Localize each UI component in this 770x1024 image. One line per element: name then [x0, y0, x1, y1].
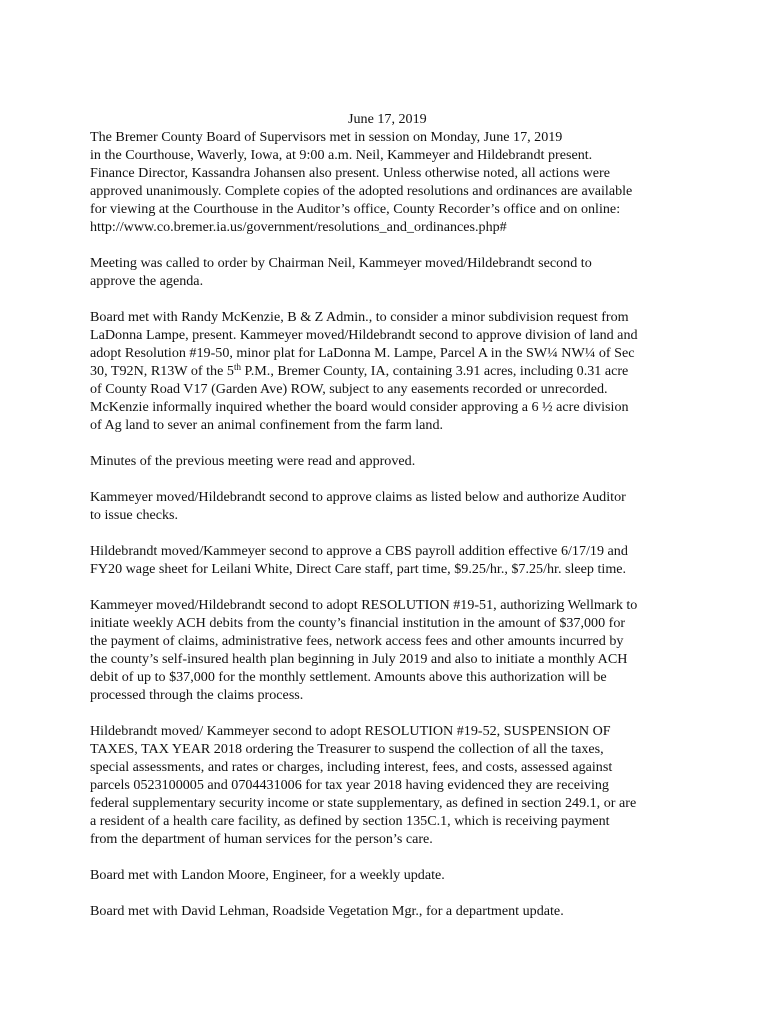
paragraph-line: special assessments, and rates or charges, including interest, fees, and costs, assessed against [90, 759, 613, 775]
paragraph-line: the county’s self-insured health plan beginning in July 2019 and also to initiate a monthly ACH [90, 651, 628, 667]
paragraph-line: of County Road V17 (Garden Ave) ROW, subject to any easements recorded or unrecorded. [90, 381, 608, 397]
subdivision-paragraph [90, 308, 690, 434]
intro-line: in the Courthouse, Waverly, Iowa, at 9:00 a.m. Neil, Kammeyer and Hildebrandt present. [90, 147, 593, 163]
intro-line: for viewing at the Courthouse in the Auditor’s office, County Recorder’s office and on online: [90, 201, 621, 217]
paragraph-line: the payment of claims, administrative fees, network access fees and other amounts incurred by [90, 633, 624, 649]
paragraph-line: LaDonna Lampe, present. Kammeyer moved/Hildebrandt second to approve division of land and [90, 327, 638, 343]
paragraph-line: Kammeyer moved/Hildebrandt second to approve claims as listed below and authorize Auditor [90, 489, 626, 505]
paragraph-line: federal supplementary security income or state supplementary, as defined in section 249.1, or are [90, 795, 637, 811]
paragraph-line: P.M., Bremer County, IA, containing 3.91 acres, including 0.31 acre [240, 363, 629, 379]
paragraph-line: adopt Resolution #19-50, minor plat for LaDonna M. Lampe, Parcel A in the SW¼ NW¼ of Sec [90, 345, 635, 361]
paragraph-line: initiate weekly ACH debits from the county’s financial institution in the amount of $37,000 for [90, 615, 626, 631]
paragraph-line: Board met with Landon Moore, Engineer, for a weekly update. [90, 867, 445, 883]
paragraph-line: parcels 0523100005 and 0704431006 for tax year 2018 having evidenced they are receiving [90, 777, 609, 793]
minutes-paragraph [90, 452, 690, 470]
paragraph-line: debit of up to $37,000 for the monthly settlement. Amounts above this authorization will be [90, 669, 607, 685]
paragraph-line: approve the agenda. [90, 273, 204, 289]
ordinal-suffix: th [233, 362, 241, 372]
intro-line: Finance Director, Kassandra Johansen also present. Unless otherwise noted, all actions were [90, 165, 610, 181]
paragraph-line: McKenzie informally inquired whether the board would consider approving a 6 ½ acre division [90, 399, 629, 415]
wellmark-resolution-paragraph [90, 596, 690, 704]
paragraph-line: a resident of a health care facility, as defined by section 135C.1, which is receiving payment [90, 813, 610, 829]
paragraph-line: of Ag land to sever an animal confinement from the farm land. [90, 417, 444, 433]
paragraph-line: Board met with Randy McKenzie, B & Z Admin., to consider a minor subdivision request from [90, 309, 629, 325]
paragraph-line: TAXES, TAX YEAR 2018 ordering the Treasurer to suspend the collection of all the taxes, [90, 741, 604, 757]
meeting-date: June 17, 2019 [348, 111, 427, 127]
document-page [90, 110, 690, 938]
paragraph-line: Board met with David Lehman, Roadside Vegetation Mgr., for a department update. [90, 903, 564, 919]
claims-paragraph [90, 488, 690, 524]
paragraph-line: FY20 wage sheet for Leilani White, Direct Care staff, part time, $9.25/hr., $7.25/hr. sleep time. [90, 561, 627, 577]
paragraph-line: Meeting was called to order by Chairman Neil, Kammeyer moved/Hildebrandt second to [90, 255, 592, 271]
paragraph-line: 30, T92N, R13W of the 5 [90, 363, 234, 379]
roadside-paragraph [90, 902, 690, 920]
intro-line: approved unanimously. Complete copies of the adopted resolutions and ordinances are available [90, 183, 633, 199]
intro-paragraph [90, 128, 690, 236]
paragraph-line: from the department of human services for the person’s care. [90, 831, 433, 847]
paragraph-line: Hildebrandt moved/ Kammeyer second to adopt RESOLUTION #19-52, SUSPENSION OF [90, 723, 611, 739]
call-to-order-paragraph [90, 254, 690, 290]
paragraph-line: processed through the claims process. [90, 687, 304, 703]
tax-suspension-paragraph [90, 722, 690, 848]
paragraph-line: Minutes of the previous meeting were read and approved. [90, 453, 416, 469]
paragraph-line: to issue checks. [90, 507, 179, 523]
payroll-paragraph [90, 542, 690, 578]
paragraph-line: Hildebrandt moved/Kammeyer second to approve a CBS payroll addition effective 6/17/19 and [90, 543, 628, 559]
intro-line: The Bremer County Board of Supervisors met in session on Monday, June 17, 2019 [90, 129, 563, 145]
engineer-paragraph [90, 866, 690, 884]
paragraph-line: Kammeyer moved/Hildebrandt second to adopt RESOLUTION #19-51, authorizing Wellmark to [90, 597, 638, 613]
resolutions-url: http://www.co.bremer.ia.us/government/resolutions_and_ordinances.php# [90, 219, 507, 235]
